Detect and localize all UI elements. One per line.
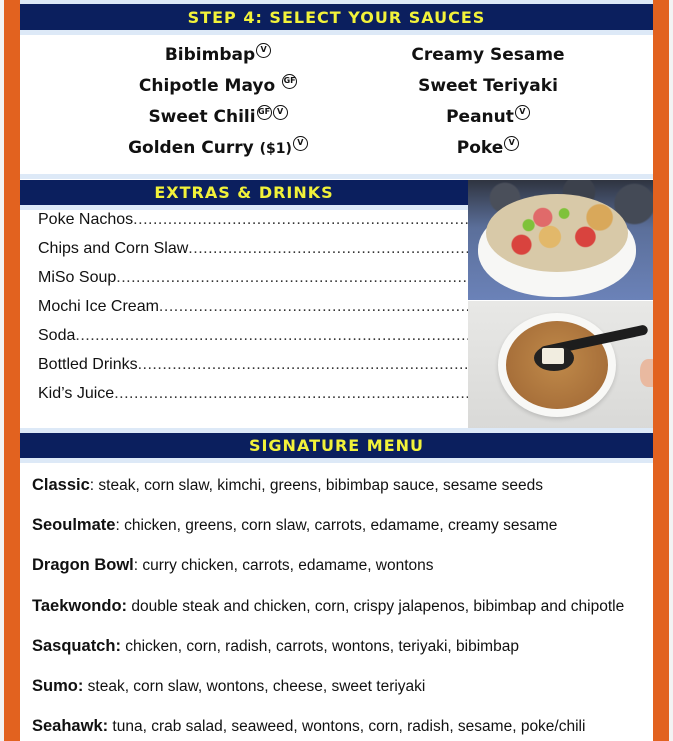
extra-item (38, 327, 468, 356)
dot-leader (138, 356, 468, 374)
extra-name: Mochi Ice Cream (38, 298, 159, 315)
dot-leader (75, 327, 468, 345)
sauce-name: Chipotle Mayo (138, 76, 282, 96)
sauce-name: Creamy Sesame (411, 45, 565, 65)
signature-item (32, 516, 652, 556)
sauces-list (20, 36, 653, 172)
bowl-name: Taekwondo: (32, 596, 128, 615)
signature-item (32, 556, 652, 596)
dot-leader (116, 269, 468, 287)
menu-page (20, 0, 653, 741)
divider-strip (20, 458, 653, 463)
dot-leader (188, 240, 468, 258)
dot-leader (114, 385, 468, 403)
bowl-ingredients: curry chicken, carrots, edamame, wontons (138, 557, 434, 575)
extra-name: Chips and Corn Slaw (38, 240, 189, 257)
bowl-name: Sumo: (32, 676, 84, 695)
extras-header: EXTRAS & DRINKS (20, 180, 468, 205)
vegan-icon: V (504, 136, 519, 151)
extra-name: Kid’s Juice (38, 385, 115, 402)
bowl-ingredients: steak, corn slaw, wontons, cheese, sweet teriyaki (83, 677, 426, 695)
bowl-name: Seoulmate (32, 516, 116, 535)
extras-list (38, 211, 468, 414)
vegan-icon: V (293, 136, 308, 151)
signature-list (32, 476, 652, 741)
sauce-item (338, 133, 638, 164)
separator: : (115, 517, 120, 535)
sauce-item (68, 102, 368, 133)
bowl-ingredients: tuna, crab salad, seaweed, wontons, corn, radish, sesame, poke/chili (108, 718, 586, 736)
sauces-column-left (68, 40, 368, 164)
sauce-item (68, 40, 368, 71)
bowl-ingredients: chicken, corn, radish, carrots, wontons, teriyaki, bibimbap (120, 637, 519, 655)
signature-item (32, 597, 652, 637)
sauce-item (68, 71, 368, 102)
sauce-item (68, 133, 368, 164)
bowl-name: Classic (32, 476, 90, 494)
separator: : (89, 477, 95, 494)
sauces-column-right (338, 40, 638, 164)
sauce-item (338, 102, 638, 133)
sauce-name: Peanut (446, 107, 514, 127)
nachos-food (486, 194, 628, 272)
tofu-cube (542, 348, 564, 364)
orange-frame-left (4, 0, 20, 741)
bowl-name: Sasquatch: (32, 636, 121, 655)
sauce-name: Sweet Teriyaki (418, 76, 558, 96)
signature-item (32, 476, 652, 516)
dot-leader (159, 298, 468, 316)
gluten-free-icon: GF (282, 74, 297, 89)
sauce-name: Poke (456, 138, 504, 158)
sauce-item (338, 40, 638, 71)
gluten-free-icon: GF (257, 105, 272, 120)
bowl-name: Dragon Bowl (32, 556, 134, 575)
separator: : (133, 557, 139, 575)
extra-name: Bottled Drinks (38, 356, 138, 373)
signature-item (32, 677, 652, 717)
extra-item (38, 356, 468, 385)
signature-item (32, 637, 652, 677)
signature-item (32, 717, 652, 741)
bowl-ingredients: chicken, greens, corn slaw, carrots, edamame, creamy sesame (119, 517, 558, 535)
extra-name: Poke Nachos (38, 211, 134, 228)
divider-strip (20, 30, 653, 35)
divider-strip (20, 174, 653, 179)
sauce-name: Bibimbap (164, 45, 256, 65)
vegan-icon: V (515, 105, 530, 120)
sauce-name: Sweet Chili (148, 107, 256, 127)
dot-leader (133, 211, 468, 229)
poke-nachos-photo (468, 180, 653, 300)
bowl-ingredients: steak, corn slaw, kimchi, greens, bibimbap sauce, sesame seeds (94, 477, 543, 494)
orange-frame-right (653, 0, 669, 741)
hand (640, 359, 653, 387)
signature-header: SIGNATURE MENU (20, 433, 653, 458)
miso-soup-photo (468, 301, 653, 430)
extra-item (38, 269, 468, 298)
sauce-item (338, 71, 638, 102)
extra-name: MiSo Soup (38, 269, 117, 286)
bowl-name: Seahawk: (32, 717, 109, 736)
sauce-name: Golden Curry (128, 138, 260, 158)
extra-item (38, 385, 468, 414)
extra-name: Soda (38, 327, 76, 344)
extra-item (38, 298, 468, 327)
sauce-price: ($1) (259, 141, 292, 157)
vegan-icon: V (273, 105, 288, 120)
divider-strip (20, 205, 468, 210)
vegan-icon: V (256, 43, 271, 58)
sauces-header: STEP 4: SELECT YOUR SAUCES (20, 4, 653, 30)
extra-item (38, 240, 468, 269)
extra-item (38, 211, 468, 240)
bowl-ingredients: double steak and chicken, corn, crispy jalapenos, bibimbap and chipotle (127, 597, 625, 615)
